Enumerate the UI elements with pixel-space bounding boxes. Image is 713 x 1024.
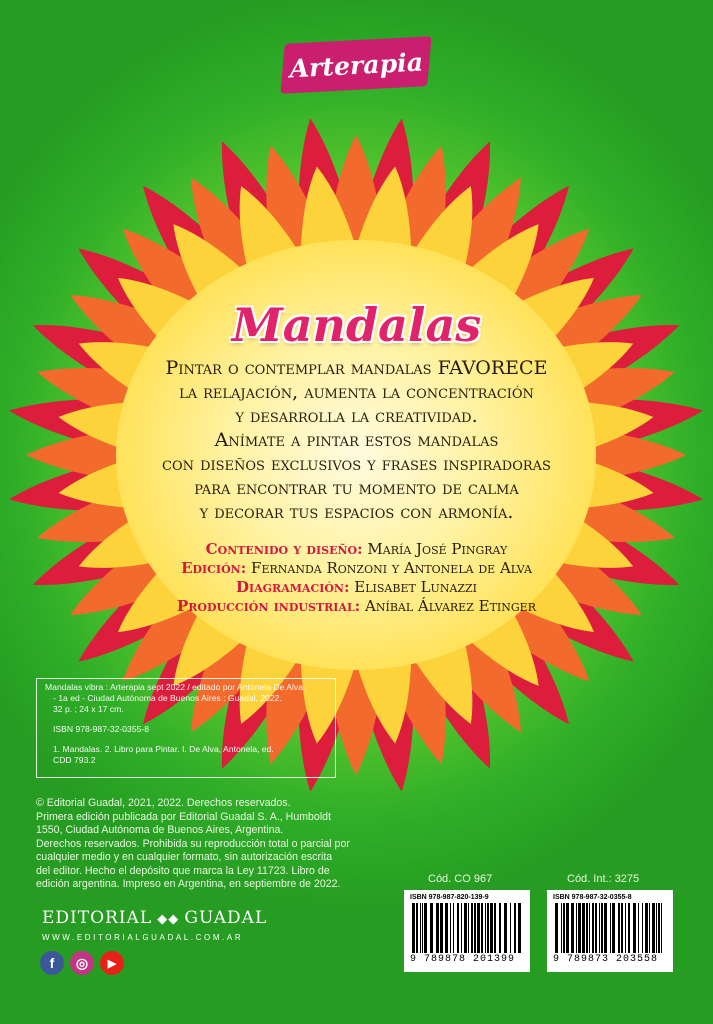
barcode-bar	[424, 903, 427, 953]
barcode-digits: 9 789878 201399	[410, 954, 516, 965]
social-links	[40, 951, 124, 975]
barcode-bar	[628, 903, 630, 953]
barcode-bar	[633, 903, 636, 953]
barcode-2	[547, 890, 673, 972]
barcode-bars	[410, 903, 524, 955]
legal-line: del editor. Hecho el depósito que marca la Ley 11723. Libro de	[36, 864, 330, 877]
barcode-bar	[474, 903, 476, 953]
invite-line: y decorar tus espacios con armonía.	[199, 501, 514, 523]
barcode-digits: 9 789873 203558	[553, 954, 659, 965]
barcode-bar	[499, 903, 501, 953]
barcode-bar	[436, 903, 439, 953]
intro-paragraph	[100, 356, 613, 428]
credit-role: Edición:	[181, 559, 247, 577]
credit-row	[60, 597, 653, 616]
barcode-bar	[510, 903, 511, 953]
barcode-bar	[430, 903, 433, 953]
barcode-bar	[471, 903, 473, 953]
barcode-bar	[485, 903, 486, 953]
barcode-bar	[457, 903, 459, 953]
barcode-bar	[610, 903, 611, 953]
barcode-bar	[601, 903, 603, 953]
barcode-bar	[504, 903, 507, 953]
barcode-bar	[561, 903, 562, 953]
barcode-bar	[555, 903, 558, 953]
barcode-bars	[553, 903, 667, 955]
barcode-bar	[468, 903, 469, 953]
credit-role: Diagramación:	[235, 578, 350, 596]
catalog-line: Mandalas vibra : Arterapia sept 2022 / editado por Antonela De Alva.	[45, 682, 306, 692]
legal-line: Derechos reservados. Prohibida su reproducción total o parcial por	[36, 837, 350, 850]
publisher-name-left: EDITORIAL	[42, 908, 153, 928]
catalog-cdd: CDD 793.2	[53, 755, 96, 765]
credit-row	[60, 559, 653, 578]
barcode-bar	[592, 903, 594, 953]
credits-block	[60, 540, 653, 616]
publisher-logo	[42, 908, 267, 928]
barcode-bar	[477, 903, 480, 953]
copyright-notice	[36, 797, 376, 892]
facebook-icon[interactable]: f	[40, 951, 64, 975]
barcode-isbn: ISBN 978-987-32-0355-8	[553, 894, 632, 901]
barcode-bar	[586, 903, 588, 953]
barcode-bar	[464, 903, 467, 953]
credit-name: Elisabet Lunazzi	[354, 578, 478, 596]
barcode-bar	[416, 903, 418, 953]
barcode-bar	[625, 903, 626, 953]
legal-line: 1550, Ciudad Autónoma de Buenos Aires, Argentina.	[36, 824, 284, 836]
series-label: Arterapia	[288, 47, 424, 83]
invite-line: con diseños exclusivos y frases inspiradoras	[162, 453, 551, 475]
credit-role: Producción industrial:	[177, 597, 361, 615]
barcode-bar	[440, 903, 443, 953]
barcode-bar	[563, 903, 565, 953]
catalog-line: - 1a ed - Ciudad Autónoma de Buenos Aires : Guadal, 2022.	[53, 693, 282, 703]
publisher-website[interactable]: WWW.EDITORIALGUADAL.COM.AR	[42, 933, 244, 942]
legal-line: Primera edición publicada por Editorial Guadal S. A., Humboldt	[36, 810, 332, 823]
barcode-bar	[487, 903, 489, 953]
legal-line: cualquier medio y en cualquier formato, sin autorización escrita	[36, 851, 333, 863]
barcode-bar	[589, 903, 590, 953]
barcode-bar	[422, 903, 423, 953]
publisher-logo-icon: ◆◆	[152, 912, 185, 927]
invite-paragraph	[100, 428, 613, 524]
barcode-bar	[652, 903, 655, 953]
barcode-bar	[578, 903, 581, 953]
barcode-bar	[645, 903, 648, 953]
youtube-icon[interactable]: ▶	[100, 951, 124, 975]
credit-name: Aníbal Álvarez Etinger	[365, 597, 536, 615]
barcode-bar	[566, 903, 569, 953]
invite-line: para encontrar tu momento de calma	[194, 477, 519, 499]
barcode-bar	[638, 903, 639, 953]
barcode-bar	[490, 903, 493, 953]
barcode-bar	[595, 903, 597, 953]
barcode-bar	[658, 903, 660, 953]
credit-name: María José Pingray	[367, 540, 508, 558]
barcode-bar	[649, 903, 650, 953]
book-title: Mandalas	[231, 298, 482, 352]
barcode-bar	[450, 903, 451, 953]
instagram-icon[interactable]: ◎	[70, 951, 94, 975]
barcode-bar	[656, 903, 657, 953]
credit-row	[60, 578, 653, 597]
barcode-bar	[518, 903, 521, 953]
legal-line: edición argentina. Impreso en Argentina, en septiembre de 2022.	[36, 878, 341, 890]
cataloging-record	[36, 678, 336, 778]
barcode-bar	[621, 903, 623, 953]
credit-role: Contenido y diseño:	[205, 540, 363, 558]
legal-line: © Editorial Guadal, 2021, 2022. Derechos reservados.	[36, 797, 291, 809]
barcode-bar	[494, 903, 496, 953]
intro-line: Pintar o contemplar mandalas FAVORECE	[165, 357, 548, 379]
barcode-bar	[412, 903, 415, 953]
barcode-bar	[642, 903, 643, 953]
barcode-bar	[582, 903, 585, 953]
barcode-1	[404, 890, 530, 972]
barcode-bar	[612, 903, 615, 953]
barcode-bar	[445, 903, 448, 953]
series-badge	[280, 36, 431, 94]
invite-line: Anímate a pintar estos mandalas	[214, 429, 499, 451]
barcode-code-label: Cód. Int.: 3275	[567, 873, 640, 885]
barcode-bar	[618, 903, 620, 953]
catalog-line: 32 p. ; 24 x 17 cm.	[53, 704, 124, 714]
barcode-bar	[461, 903, 462, 953]
catalog-isbn: ISBN 978-987-32-0355-8	[53, 724, 150, 734]
barcode-bar	[604, 903, 607, 953]
barcode-bar	[453, 903, 454, 953]
barcode-bar	[514, 903, 516, 953]
intro-line: la relajación, aumenta la concentración	[179, 381, 534, 403]
barcode-bar	[481, 903, 483, 953]
catalog-subjects: 1. Mandalas. 2. Libro para Pintar. I. De Alva, Antonela, ed.	[53, 744, 274, 754]
intro-line: y desarrolla la creatividad.	[235, 405, 478, 427]
barcode-bar	[420, 903, 421, 953]
barcode-bar	[599, 903, 600, 953]
barcode-bar	[661, 903, 662, 953]
barcode-bar	[571, 903, 574, 953]
barcode-bar	[576, 903, 577, 953]
credit-name: Fernanda Ronzoni y Antonela de Alva	[251, 559, 532, 577]
publisher-name-right: GUADAL	[184, 908, 268, 928]
barcode-isbn: ISBN 978-987-820-139-9	[410, 894, 489, 901]
barcode-code-label: Cód. CO 967	[428, 873, 493, 885]
credit-row	[60, 540, 653, 559]
